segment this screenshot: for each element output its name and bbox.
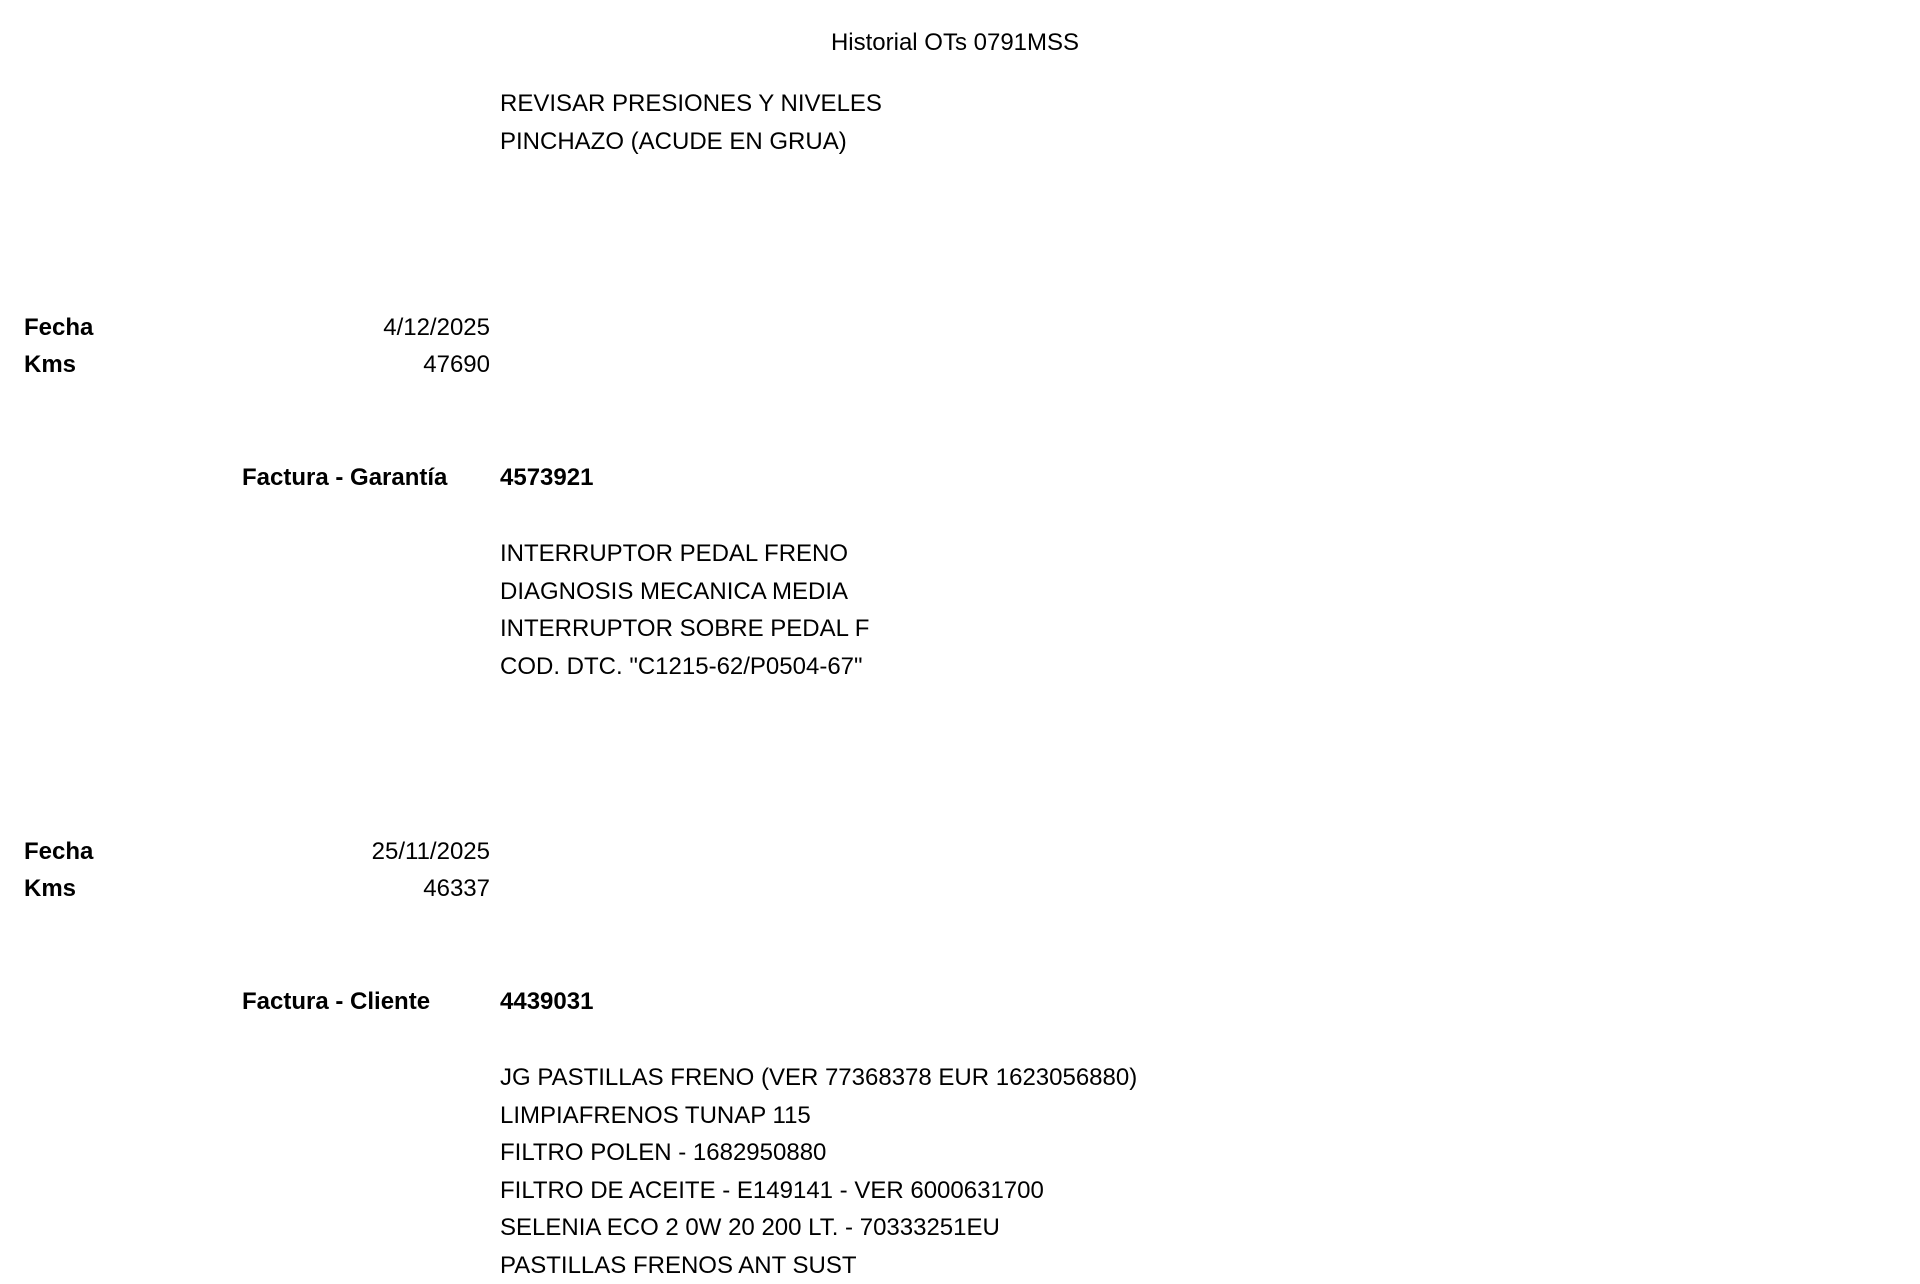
fecha-label: Fecha bbox=[24, 837, 93, 867]
invoice-number: 4573921 bbox=[500, 463, 593, 493]
kms-label: Kms bbox=[24, 350, 76, 380]
record-description-block bbox=[500, 1059, 1137, 1284]
description-line: SELENIA ECO 2 0W 20 200 LT. - 70333251EU bbox=[500, 1209, 1137, 1247]
description-line: REVISAR PRESIONES Y NIVELES bbox=[500, 85, 882, 123]
description-line: JG PASTILLAS FRENO (VER 77368378 EUR 1623056880) bbox=[500, 1059, 1137, 1097]
kms-value: 46337 bbox=[300, 874, 490, 904]
description-line: DIAGNOSIS MECANICA MEDIA bbox=[500, 573, 869, 611]
top-description-block bbox=[500, 85, 882, 160]
description-line: FILTRO DE ACEITE - E149141 - VER 6000631700 bbox=[500, 1172, 1137, 1210]
description-line: FILTRO POLEN - 1682950880 bbox=[500, 1134, 1137, 1172]
description-line: INTERRUPTOR PEDAL FRENO bbox=[500, 535, 869, 573]
kms-label: Kms bbox=[24, 874, 76, 904]
description-line: INTERRUPTOR SOBRE PEDAL F bbox=[500, 610, 869, 648]
record-description-block bbox=[500, 535, 869, 685]
fecha-value: 4/12/2025 bbox=[300, 313, 490, 343]
fecha-label: Fecha bbox=[24, 313, 93, 343]
description-line: COD. DTC. "C1215-62/P0504-67" bbox=[500, 648, 869, 686]
kms-value: 47690 bbox=[300, 350, 490, 380]
description-line: PASTILLAS FRENOS ANT SUST bbox=[500, 1247, 1137, 1284]
description-line: PINCHAZO (ACUDE EN GRUA) bbox=[500, 123, 882, 161]
description-line: LIMPIAFRENOS TUNAP 115 bbox=[500, 1097, 1137, 1135]
fecha-value: 25/11/2025 bbox=[300, 837, 490, 867]
invoice-number: 4439031 bbox=[500, 987, 593, 1017]
invoice-type-label: Factura - Cliente bbox=[242, 987, 430, 1017]
page-title: Historial OTs 0791MSS bbox=[0, 28, 1910, 58]
invoice-type-label: Factura - Garantía bbox=[242, 463, 447, 493]
